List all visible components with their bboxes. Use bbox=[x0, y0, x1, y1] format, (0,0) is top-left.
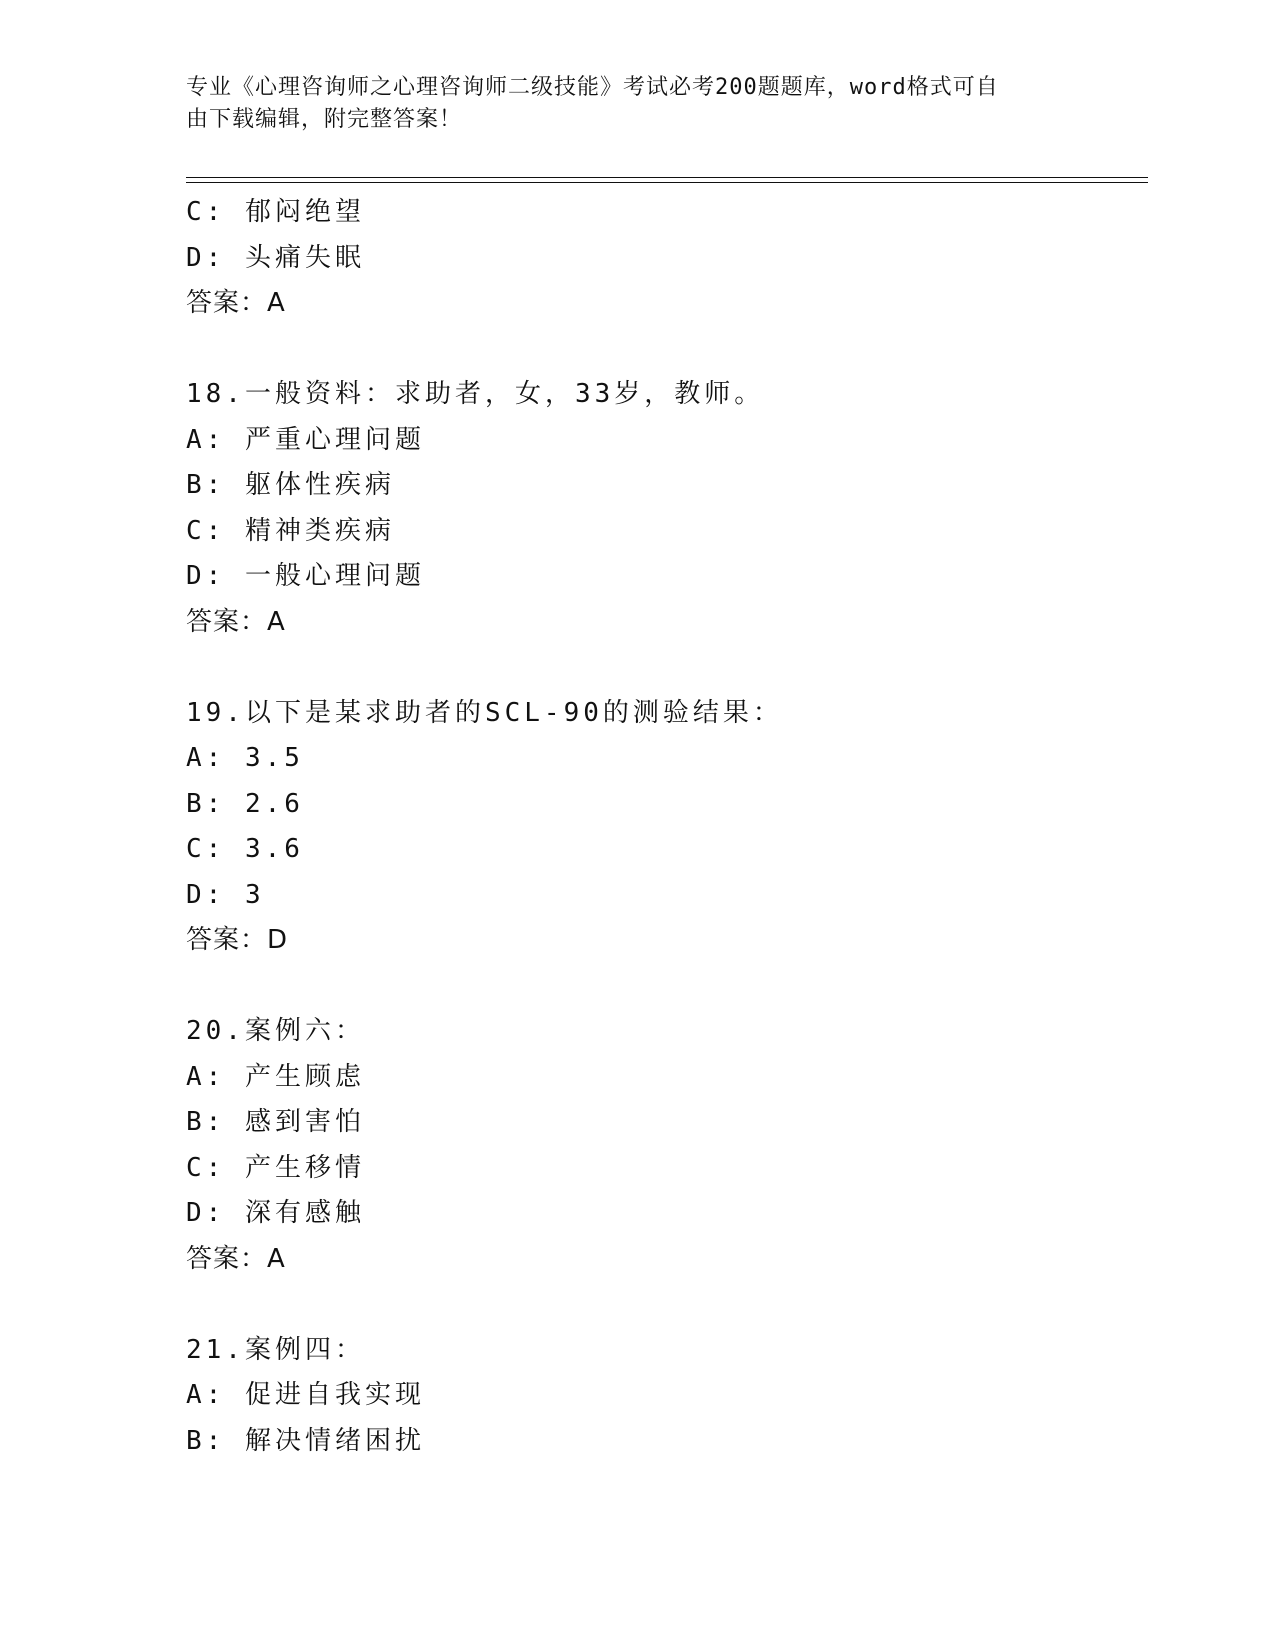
option-a: A: 3.5 bbox=[186, 743, 304, 773]
answer-line: 答案：A bbox=[186, 606, 286, 637]
answer-line: 答案：A bbox=[186, 1243, 286, 1274]
spacer bbox=[186, 1282, 1146, 1328]
option-d: D: 深有感触 bbox=[186, 1198, 365, 1228]
question-stem: 19.以下是某求助者的SCL-90的测验结果： bbox=[186, 697, 783, 728]
option-d: D: 头痛失眠 bbox=[186, 242, 365, 273]
question-stem: 18.一般资料：求助者，女，33岁，教师。 bbox=[186, 379, 765, 409]
option-c: C: 3.6 bbox=[186, 834, 304, 864]
header-divider-top bbox=[186, 177, 1148, 178]
question-21 bbox=[186, 1328, 1146, 1465]
question-stem: 20.案例六： bbox=[186, 1016, 365, 1046]
option-b: B: 感到害怕 bbox=[186, 1107, 365, 1137]
header-line-2: 由下载编辑，附完整答案！ bbox=[186, 107, 463, 132]
page-header bbox=[186, 72, 1066, 136]
spacer bbox=[186, 645, 1146, 691]
option-c: C: 郁闷绝望 bbox=[186, 197, 365, 227]
option-d: D: 3 bbox=[186, 879, 265, 910]
answer-line: 答案：D bbox=[186, 925, 289, 955]
option-b: B: 2.6 bbox=[186, 788, 304, 819]
option-d: D: 一般心理问题 bbox=[186, 561, 425, 591]
option-a: A: 产生顾虑 bbox=[186, 1061, 365, 1092]
question-list bbox=[186, 190, 1146, 1464]
option-b: B: 解决情绪困扰 bbox=[186, 1425, 425, 1456]
header-line-1: 专业《心理咨询师之心理咨询师二级技能》考试必考200题题库，word格式可自 bbox=[186, 75, 999, 100]
spacer bbox=[186, 964, 1146, 1010]
question-20 bbox=[186, 1009, 1146, 1282]
question-17-continuation bbox=[186, 190, 1146, 327]
answer-line: 答案：A bbox=[186, 288, 286, 318]
option-a: A: 促进自我实现 bbox=[186, 1380, 425, 1410]
question-stem: 21.案例四： bbox=[186, 1334, 365, 1365]
question-19 bbox=[186, 691, 1146, 964]
header-divider-bottom bbox=[186, 182, 1148, 183]
option-c: C: 精神类疾病 bbox=[186, 515, 395, 546]
spacer bbox=[186, 327, 1146, 373]
option-c: C: 产生移情 bbox=[186, 1152, 365, 1183]
option-a: A: 严重心理问题 bbox=[186, 424, 425, 455]
question-18 bbox=[186, 372, 1146, 645]
option-b: B: 躯体性疾病 bbox=[186, 470, 395, 500]
